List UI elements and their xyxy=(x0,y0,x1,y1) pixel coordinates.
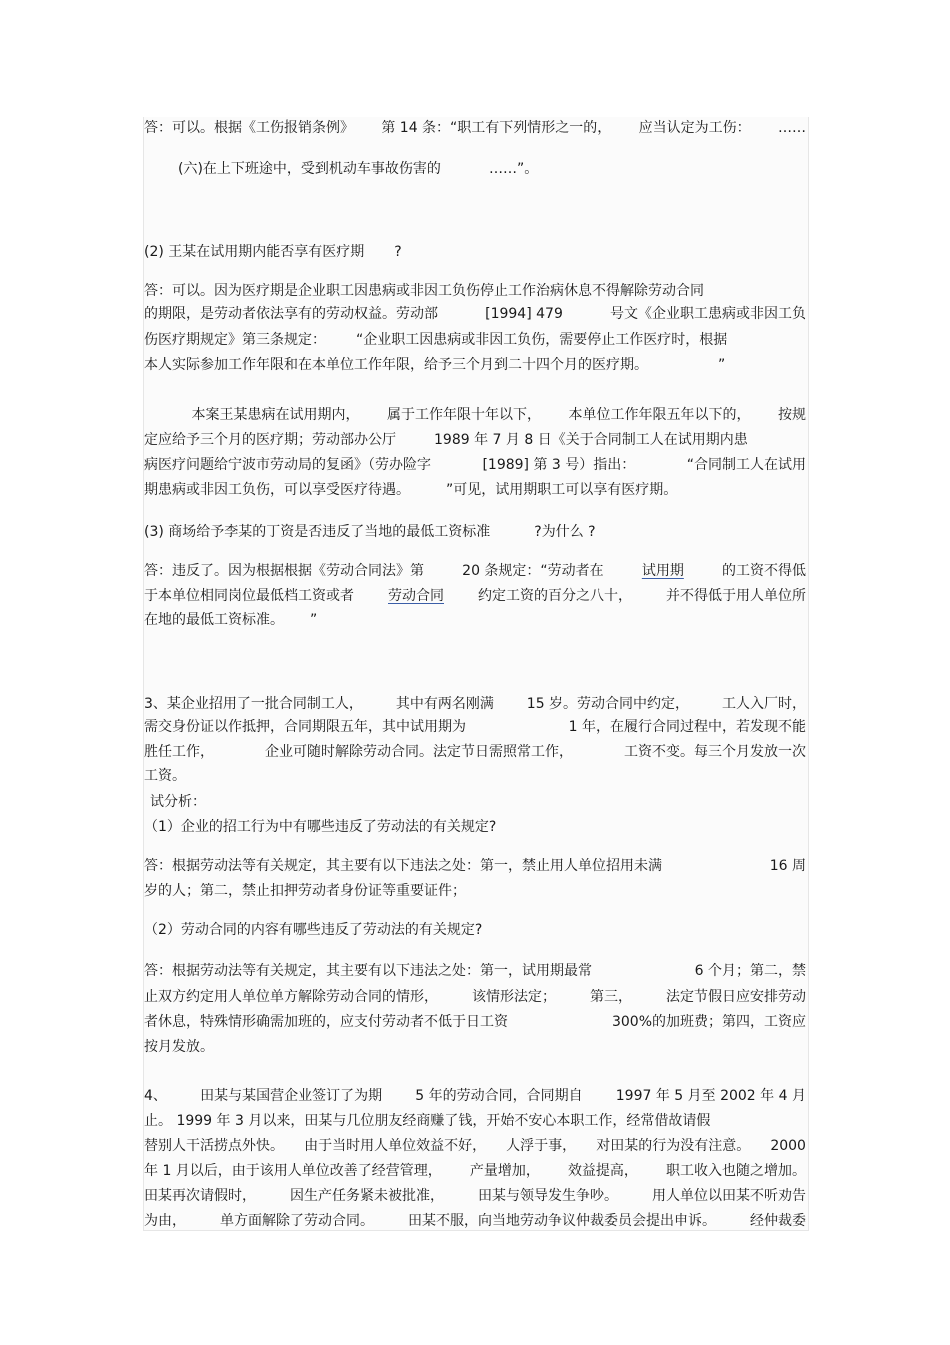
text-line: 伤医疗期规定》第三条规定： “企业职工因患病或非因工负伤，需要停止工作医疗时，根据 xyxy=(144,332,728,348)
text-line: 替别人干活捞点外快。 由于当时用人单位效益不好， 人浮于事， 对田某的行为没有注意。 2000 xyxy=(144,1138,806,1154)
text-line: 需交身份证以作抵押，合同期限五年，其中试用期为 1 年，在履行合同过程中，若发现不能 xyxy=(144,719,806,735)
text-line: 试分析： xyxy=(150,794,206,810)
question-heading: (3) 商场给予李某的丁资是否违反了当地的最低工资标准 ?为什么 ? xyxy=(144,524,596,540)
link-term-labor-contract[interactable]: 劳动合同 xyxy=(388,588,444,604)
text-line: (六)在上下班途中，受到机动车事故伤害的 ……”。 xyxy=(178,161,539,177)
question-heading: （1）企业的招工行为中有哪些违反了劳动法的有关规定? xyxy=(144,819,497,835)
text-line: 按月发放。 xyxy=(144,1039,214,1055)
question-heading: (2) 王某在试用期内能否享有医疗期 ? xyxy=(144,244,402,260)
text-line: 4、 田某与某国营企业签订了为期 5 年的劳动合同，合同期自 1997 年 5 月至 2002 年 4 月 xyxy=(144,1088,806,1104)
link-term-probation[interactable]: 试用期 xyxy=(641,563,684,579)
text-line: 答：可以。根据《工伤报销条例》 第 14 条：“职工有下列情形之一的， 应当认定为工伤： …… xyxy=(144,120,806,136)
text-line: 止。 1999 年 3 月以来，田某与几位朋友经商赚了钱，开始不安心本职工作，经常借故请假 xyxy=(144,1113,711,1129)
text-line: 为由， 单方面解除了劳动合同。 田某不服，向当地劳动争议仲裁委员会提出申诉。 经仲裁委 xyxy=(144,1213,806,1229)
text-line: 年 1 月以后，由于该用人单位改善了经营管理， 产量增加， 效益提高， 职工收入也随之增加。 xyxy=(144,1163,806,1179)
text-line: 的期限，是劳动者依法享有的劳动权益。劳动部 [1994] 479 号文《企业职工患病或非因工负 xyxy=(144,306,806,322)
text-line: 止双方约定用人单位单方解除劳动合同的情形， 该情形法定； 第三， 法定节假日应安排劳动 xyxy=(144,989,806,1005)
text-line: 定应给予三个月的医疗期；劳动部办公厅 1989 年 7 月 8 日《关于合同制工人在试用期内患 xyxy=(144,432,748,448)
text-line: 3、某企业招用了一批合同制工人， 其中有两名刚满 15 岁。劳动合同中约定， 工人入厂时， xyxy=(144,696,806,712)
text-line: 病医疗问题给宁波市劳动局的复函》（劳办险字 [1989] 第 3 号）指出： “合同制工人在试用 xyxy=(144,457,806,473)
text-line: 期患病或非因工负伤，可以享受医疗待遇。 ”可见，试用期职工可以享有医疗期。 xyxy=(144,482,678,498)
question-heading: （2）劳动合同的内容有哪些违反了劳动法的有关规定? xyxy=(144,922,483,938)
text-line: 者休息，特殊情形确需加班的，应支付劳动者不低于日工资 300%的加班费；第四，工资应 xyxy=(144,1014,806,1030)
text-line: 胜任工作， 企业可随时解除劳动合同。法定节日需照常工作， 工资不变。每三个月发放一次 xyxy=(144,744,806,760)
text-line: 田某再次请假时， 因生产任务紧未被批准， 田某与领导发生争吵。 用人单位以田某不听劝告 xyxy=(144,1188,806,1204)
text-line: 在地的最低工资标准。 ” xyxy=(144,612,318,628)
text-line: 工资。 xyxy=(144,768,186,784)
text-line: 答：根据劳动法等有关规定，其主要有以下违法之处：第一，试用期最常 6 个月；第二，禁 xyxy=(144,963,806,979)
text-line: 于本单位相同岗位最低档工资或者 劳动合同 约定工资的百分之八十， 并不得低于用人单位所 xyxy=(144,588,806,604)
text-line: 答：可以。因为医疗期是企业职工因患病或非因工负伤停止工作治病休息不得解除劳动合同 xyxy=(144,283,704,299)
text-line: 本案王某患病在试用期内， 属于工作年限十年以下， 本单位工作年限五年以下的， 按规 xyxy=(191,407,806,423)
text-line: 本人实际参加工作年限和在本单位工作年限，给予三个月到二十四个月的医疗期。 ” xyxy=(144,357,726,373)
text-line: 答：违反了。因为根据根据《劳动合同法》第 20 条规定：“劳动者在 试用期 的工资不得低 xyxy=(144,563,806,579)
text-line: 答：根据劳动法等有关规定，其主要有以下违法之处：第一，禁止用人单位招用未满 16 周 xyxy=(144,858,806,874)
text-line: 岁的人；第二，禁止扣押劳动者身份证等重要证件； xyxy=(144,883,466,899)
